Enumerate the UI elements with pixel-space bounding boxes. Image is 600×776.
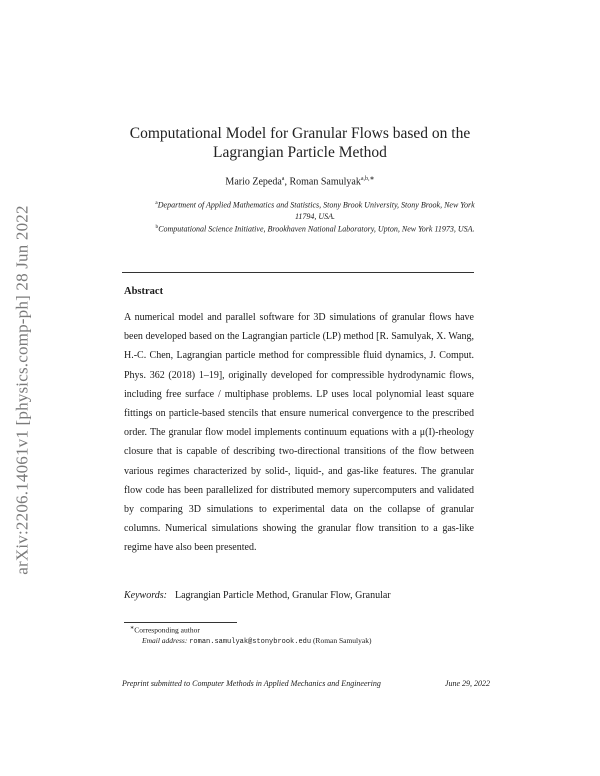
- arxiv-identifier-stamp: [8, 175, 38, 605]
- footnote-mark: ∗: [130, 626, 135, 631]
- affiliation-b: [150, 222, 480, 235]
- affiliation-mark: a: [155, 200, 158, 206]
- email-address[interactable]: roman.samulyak@stonybrook.edu: [189, 638, 312, 646]
- preprint-venue: Preprint submitted to Computer Methods in Applied Mechanics and Engineering: [122, 679, 381, 688]
- author-name: Mario Zepeda: [225, 176, 282, 188]
- paper-title: [100, 124, 500, 162]
- arxiv-identifier: arXiv:2206.14061v1 [physics.comp-ph] 28 Jun 2022: [13, 205, 32, 575]
- affiliation-text: Computational Science Initiative, Brookhaven National Laboratory, Upton, New York 11973, USA.: [158, 224, 475, 234]
- title-line-1: Computational Model for Granular Flows based on the: [129, 125, 471, 142]
- footnote-email: [142, 636, 371, 646]
- email-label: Email address:: [142, 636, 188, 645]
- footnote-rule: [124, 622, 237, 623]
- author-name: Roman Samulyak: [289, 176, 361, 188]
- title-line-2: Lagrangian Particle Method: [213, 144, 387, 161]
- abstract-heading: Abstract: [124, 286, 164, 297]
- affiliation-mark: b: [155, 224, 159, 230]
- preprint-date: June 29, 2022: [444, 679, 490, 688]
- keywords-list: Lagrangian Particle Method, Granular Flow, Granular: [174, 590, 391, 601]
- affiliation-a: [150, 198, 480, 222]
- affiliation-text: Department of Applied Mathematics and Statistics, Stony Brook University, Stony Brook, New York 11794, USA.: [157, 200, 475, 221]
- keywords-label: Keywords:: [124, 590, 167, 601]
- preprint-notice: [122, 679, 490, 688]
- author-affiliation-mark: a,b,∗: [360, 176, 375, 182]
- abstract-body: A numerical model and parallel software for 3D simulations of granular flows have been developed based on the Lagrangian particle (LP) method [R. Samulyak, X. Wang, H.-C. Chen, Lagrangian particle method for compressible fluid dynamics, J. Comput. Phys. 362 (2018) 1–19], originally developed for compressible hydrodynamic flows, including free surface / multiphase problems. LP uses local polynomial least square fittings on particle-based stencils that ensure numerical convergence to the prescribed order. The granular flow model implements continuum equations with a μ(I)-rheology closure that is capable of describing two-directional transitions of the flow between various regimes characterized by solid-, liquid-, and gas-like features. The granular flow code has been parallelized for distributed memory supercomputers and validated by comparing 3D simulations to experimental data on the collapse of granular columns. Numerical simulations showing the granular flow transition to a gas-like regime have also been presented.: [124, 312, 474, 554]
- author-affiliation-mark: a: [281, 176, 285, 182]
- footnote-corresponding-text: Corresponding author: [134, 625, 200, 635]
- author-list: [100, 175, 500, 187]
- author-separator: ,: [284, 176, 290, 188]
- footnote-corresponding: [130, 625, 200, 635]
- abstract-top-rule: [122, 272, 474, 273]
- keywords-line: [124, 590, 474, 601]
- email-owner: (Roman Samulyak): [312, 636, 372, 645]
